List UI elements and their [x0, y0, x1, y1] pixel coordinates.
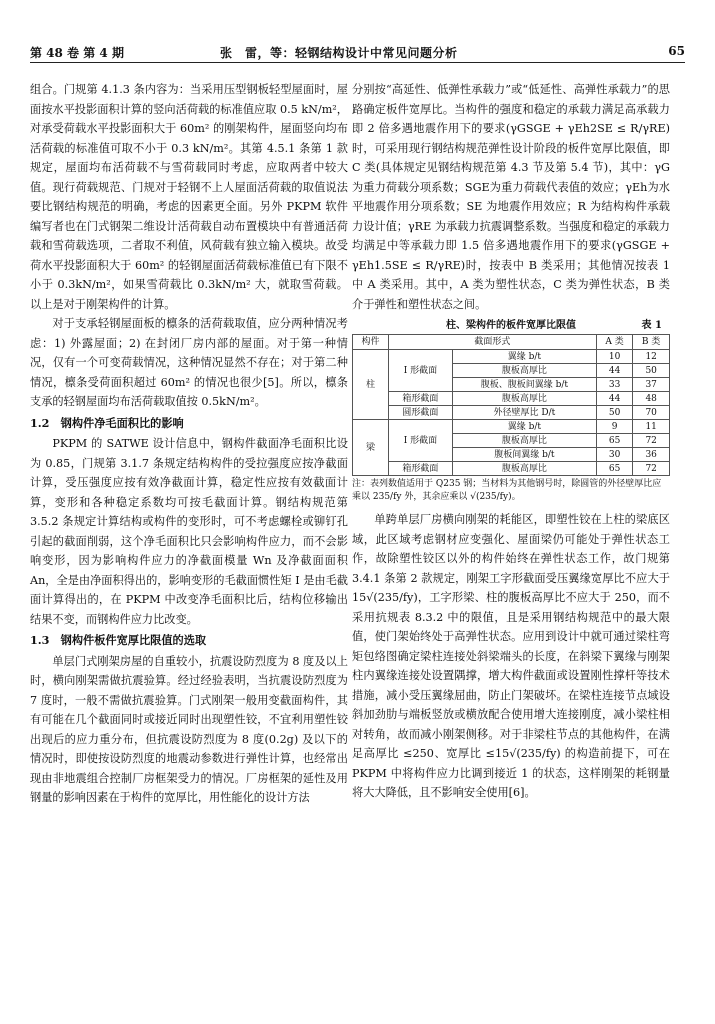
running-title: 张 雷，等：轻钢结构设计中常见问题分析 — [220, 46, 458, 60]
table-row — [353, 420, 670, 434]
section-cell: 圆形截面 — [388, 406, 452, 420]
item-cell: 腹板高厚比 — [452, 392, 596, 406]
item-cell: 腹板间翼缘 b/t — [452, 448, 596, 462]
a-cell: 44 — [596, 392, 632, 406]
table-note: 注：表列数值适用于 Q235 钢；当材料为其他钢号时，除圆管的外径壁厚比应乘以 235/fy 外，其余应乘以 √(235/fy)。 — [352, 479, 662, 502]
paragraph: 分别按“高延性、低弹性承载力”或“低延性、高弹性承载力”的思路确定板件宽厚比。当构件的强度和稳定的承载力满足高承载力即 2 倍多遇地震作用下的要求(γGSGE + γEh2SE ≤ R/γRE)时，可采用现行钢结构规范弹性设计阶段的板件宽厚比限值，即 C 类(具体规定见钢结构规范第 4.3 节及第 5.4 节)，其中：γG 为重力荷载分项系数；SGE为重力荷载代表值的效应；γEh为水平地震作用分项系数；SE 为地震作用效应；R 为结构构件承载力设计值；γRE 为承载力抗震调整系数。当强度和稳定的承载力均满足中等承载力即 1.5 倍多遇地震作用下的要求(γGSGE + γEh1.5SE ≤ R/γRE)时，按表中 B 类采用；其他情况按表 1 中 A 类采用。其中，A 类为塑性状态，C 类为弹性状态，B 类介于弹性和塑性状态之间。 — [352, 83, 670, 311]
b-cell: 37 — [633, 378, 670, 392]
width-thickness-table — [352, 334, 670, 476]
item-cell: 腹板高厚比 — [452, 434, 596, 448]
running-header — [30, 44, 685, 63]
section-heading: 1.3 钢构件板件宽厚比限值的选取 — [30, 633, 207, 647]
section-heading: 1.2 钢构件净毛面积比的影响 — [30, 415, 184, 430]
paragraph: 组合。门规第 4.1.3 条内容为：当采用压型钢板轻型屋面时，屋面按水平投影面积计算的竖向活荷载的标准值应取 0.5 kN/m²，对承受荷载水平投影面积大于 60m² 的刚架构件，屋面竖向均布活荷载的标准值可取不小于 0.3 kN/m²。其第 4.5.1 条第 1 款规定，屋面均布活荷载不与雪荷载同时考虑，应取两者中较大值。现行荷载规范、门规对于轻钢不上人屋面活荷载的取值说法要比钢结构规范的明确，考虑的因素更全面。另外 PKPM 软件编写者也在门式钢架二维设计活荷载自动布置模块中有普通活荷载和雪荷载选项，二者取不利值，风荷载有独立输入模块。故受荷水平投影面积大于 60m² 的轻钢屋面活荷载标准值已有下限不小于 0.3kN/m²，如果雪荷载比 0.3kN/m² 大，就取雪荷载。以上是对于刚架构件的计算。 — [30, 83, 348, 311]
table-row — [353, 462, 670, 476]
item-cell: 翼缘 b/t — [452, 420, 596, 434]
section-cell: 箱形截面 — [388, 462, 452, 476]
a-cell: 30 — [596, 448, 632, 462]
a-cell: 10 — [596, 350, 632, 364]
b-cell: 12 — [633, 350, 670, 364]
paragraph: PKPM 的 SATWE 设计信息中，钢构件截面净毛面积比设为 0.85，门规第 3.1.7 条规定结构构件的受拉强度应按净截面计算，受压强度应按有效净截面计算，稳定性应按有效截面计算，变形和各种稳定系数均可按毛截面计算。钢结构规范第 3.5.2 条规定计算结构或构件的变形时，可不考虑螺栓或铆钉孔引起的截面削弱，这个净毛面积比只会影响构件应力，而不会影响变形，因为影响构件应力的净截面模量 Wn 及净截面面积 An，全是由净面积得出的，影响变形的毛截面惯性矩 I 是由毛截面计算得出的，在 PKPM 中改变净毛面积比后，结构位移输出结果不变，而钢构件应力比改变。 — [30, 437, 348, 626]
b-cell: 72 — [633, 434, 670, 448]
b-cell: 72 — [633, 462, 670, 476]
section-cell: I 形截面 — [388, 350, 452, 392]
table-number: 表 1 — [641, 320, 662, 331]
b-cell: 50 — [633, 364, 670, 378]
a-cell: 50 — [596, 406, 632, 420]
header-cell: 截面形式 — [388, 335, 596, 350]
a-cell: 65 — [596, 434, 632, 448]
header-cell: A 类 — [596, 335, 632, 350]
table-title: 柱、梁构件的板件宽厚比限值 — [446, 320, 576, 331]
a-cell: 44 — [596, 364, 632, 378]
b-cell: 48 — [633, 392, 670, 406]
journal-issue: 第 48 卷 第 4 期 — [30, 46, 124, 60]
a-cell: 65 — [596, 462, 632, 476]
header-cell: 构件 — [353, 335, 389, 350]
b-cell: 36 — [633, 448, 670, 462]
right-column — [352, 80, 670, 803]
page-number: 65 — [668, 44, 685, 58]
item-cell: 腹板高厚比 — [452, 462, 596, 476]
item-cell: 腹板高厚比 — [452, 364, 596, 378]
table-header-row — [353, 335, 670, 350]
a-cell: 33 — [596, 378, 632, 392]
paragraph: 单跨单层厂房横向刚架的耗能区，即塑性铰在上柱的梁底区域，此区域考虑钢材应变强化、屋面梁仍可能处于弹性状态工作，故除塑性铰区以外的构件始终在弹性状态工作，故门规第 3.4.1 条第 2 款规定，刚架工字形截面受压翼缘宽厚比不应大于 15√(235/fy)，工字形梁、柱的腹板高厚比不应大于 250，而不采用抗规表 8.3.2 中的限值，且是采用钢结构规范中的最大限值，使门架始终处于高弹性状态。应用到设计中就可通过梁柱弯矩包络图确定梁柱连接处斜梁端头的长度，在斜梁下翼缘与刚架柱内翼缘连接处设置隅撑，增大构件截面或设置刚性撑杆等技术措施，减小受压翼缘屈曲，防止门架破坏。在梁柱连接节点域设斜加劲肋与端板竖放或横放配合使用增大连接刚度，减小梁柱相对转角，故而减小刚架侧移。对于非梁柱节点的其他构件，在满足高厚比 ≤250、宽厚比 ≤15√(235/fy) 的构造前提下，可在 PKPM 中将构件应力比调到接近 1 的状态，这样刚架的耗钢量将大大降低，且不影响安全使用[6]。 — [352, 513, 670, 799]
a-cell: 9 — [596, 420, 632, 434]
table-row — [353, 406, 670, 420]
member-cell: 柱 — [353, 350, 389, 420]
b-cell: 70 — [633, 406, 670, 420]
section-cell: I 形截面 — [388, 420, 452, 462]
header-cell: B 类 — [633, 335, 670, 350]
left-column — [30, 80, 348, 808]
section-cell: 箱形截面 — [388, 392, 452, 406]
b-cell: 11 — [633, 420, 670, 434]
paragraph: 对于支承轻钢屋面板的檩条的活荷载取值，应分两种情况考虑：1) 外露屋面；2) 在封闭厂房内部的屋面。对于第一种情况，仅有一个可变荷载情况，这种情况显然不存在；对于第二种情况，檩条受荷面积超过 60m² 的情况也很少[5]。所以，檩条支承的轻钢屋面均布活荷载取值按 0.5kN/m²。 — [30, 317, 348, 408]
member-cell: 梁 — [353, 420, 389, 476]
item-cell: 腹板、腹板间翼缘 b/t — [452, 378, 596, 392]
item-cell: 翼缘 b/t — [452, 350, 596, 364]
table-row — [353, 392, 670, 406]
table-row — [353, 350, 670, 364]
item-cell: 外径壁厚比 D/t — [452, 406, 596, 420]
table-caption — [352, 318, 670, 334]
paragraph: 单层门式刚架房屋的自重较小，抗震设防烈度为 8 度及以上时，横向刚架需做抗震验算。经过经验表明，当抗震设防烈度为 7 度时，一般不需做抗震验算。门式刚架一般用变截面构件，其有可能在几个截面同时或接近同时出现塑性铰，不宜利用塑性铰出现后的应力重分布，但抗震设防烈度为 8 度(0.2g) 及以下的情况时，即使按设防烈度的地震动参数进行弹性计算，也经常出现由非地震组合控制厂房框架受力的情况。厂房框架的延性及用钢量的影响因素在于构件的宽厚比，用性能化的设计方法 — [30, 654, 348, 804]
